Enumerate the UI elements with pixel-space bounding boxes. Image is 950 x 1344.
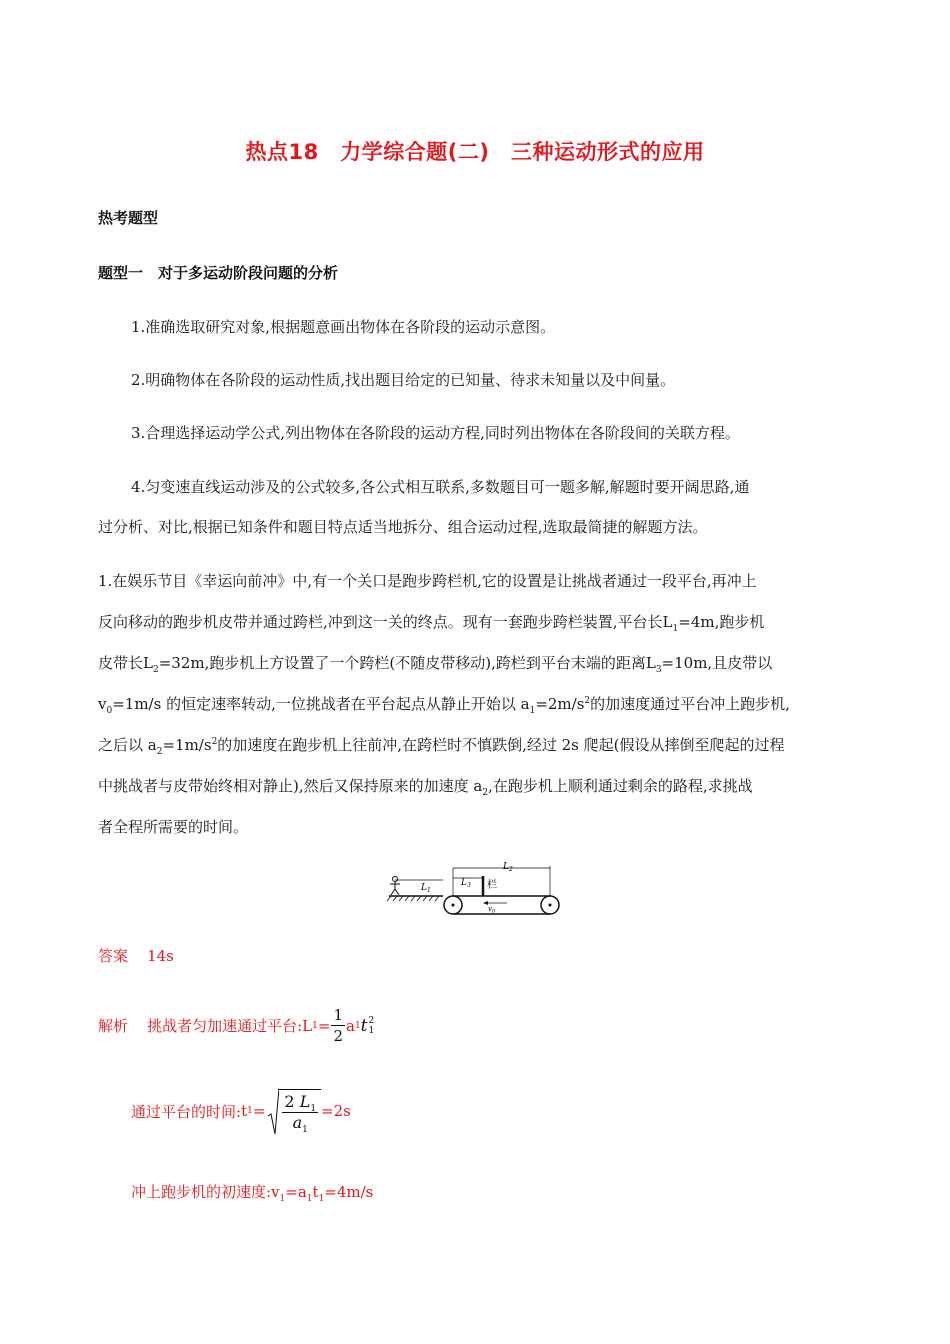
treadmill-diagram xyxy=(385,858,565,918)
tip-4: 4.匀变速直线运动涉及的公式较多,各公式相互联系,多数题目可一题多解,解题时要开阔思路,通 xyxy=(131,478,750,496)
tip-3: 3.合理选择运动学公式,列出物体在各阶段的运动方程,同时列出物体在各阶段间的关联方程。 xyxy=(131,424,740,442)
problem-line-4: $v_0=1m/s$ 的恒定速率转动,一位挑战者在平台起点从静止开始以 $a_1=2m/s^2$的加速度通过平台冲上跑步机, xyxy=(98,695,790,716)
problem-line-7: 者全程所需要的时间。 xyxy=(98,818,249,836)
fraction-one-half: $\frac{1}{2}$ xyxy=(333,1006,343,1045)
problem-line-1: 1.在娱乐节目《幸运向前冲》中,有一个关口是跑步跨栏机,它的设置是让挑战者通过一段平台,再冲上 xyxy=(98,572,757,590)
page-title: 热点18 力学综合题(二) 三种运动形式的应用 xyxy=(245,140,705,164)
answer-label: 答案 xyxy=(98,947,129,965)
left-roller-axle xyxy=(452,904,455,907)
problem-line-3: 皮带长$L_2=32m$,跑步机上方设置了一个跨栏(不随皮带移动),跨栏到平台末端的距离$L_3=10m$,且皮带以 xyxy=(98,654,773,675)
problem-line-5: 之后以 $a_2=1m/s^2$的加速度在跑步机上往前冲,在跨栏时不慎跌倒,经过 2s 爬起(假设从摔倒至爬起的过程 xyxy=(98,736,785,757)
tip-1: 1.准确选取研究对象,根据题意画出物体在各阶段的运动示意图。 xyxy=(131,318,556,336)
analysis-line-2: 通过平台的时间: t 1 = $\frac{2 L_1}{a_1}$ =2s xyxy=(131,1086,351,1136)
tip-4-continued: 过分析、对比,根据已知条件和题目特点适当地拆分、组合运动过程,选取最简捷的解题方法。 xyxy=(98,518,708,536)
challenger-icon xyxy=(390,877,400,896)
problem-line-2: 反向移动的跑步机皮带并通过跨栏,冲到这一关的终点。现有一套跑步跨栏装置,平台长$L_1=4m$,跑步机 xyxy=(98,613,765,634)
v0-label: $v_0$ xyxy=(488,905,496,915)
right-roller-axle xyxy=(549,904,552,907)
l1-label: $L_1$ xyxy=(421,883,431,894)
sqrt-expression: $\frac{2 L_1}{a_1}$ xyxy=(267,1086,321,1136)
analysis-line-3: 冲上跑步机的初速度$:v_1=a_1t_1=4m/s$ xyxy=(131,1183,374,1204)
sqrt-sign-icon xyxy=(267,1086,279,1136)
hurdle-label: 栏 xyxy=(487,880,497,891)
type-heading: 题型一 对于多运动阶段问题的分析 xyxy=(98,264,339,282)
answer-value: 14s xyxy=(147,947,174,965)
analysis-line-1: 解析 挑战者匀加速通过平台: L 1 = $\frac{1}{2}$ a 1 t 2 1 xyxy=(98,1006,375,1045)
analysis-label: 解析 xyxy=(98,1017,129,1035)
l2-label: $L_2$ xyxy=(503,862,513,873)
answer-line xyxy=(98,945,174,966)
l3-label: $L_3$ xyxy=(461,878,471,889)
problem-line-6: 中挑战者与皮带始终相对静止),然后又保持原来的加速度 $a_2$,在跑步机上顺利通过剩余的路程,求挑战 xyxy=(98,777,753,798)
section-heading: 热考题型 xyxy=(98,209,159,227)
tip-2: 2.明确物体在各阶段的运动性质,找出题目给定的已知量、待求未知量以及中间量。 xyxy=(131,371,676,389)
